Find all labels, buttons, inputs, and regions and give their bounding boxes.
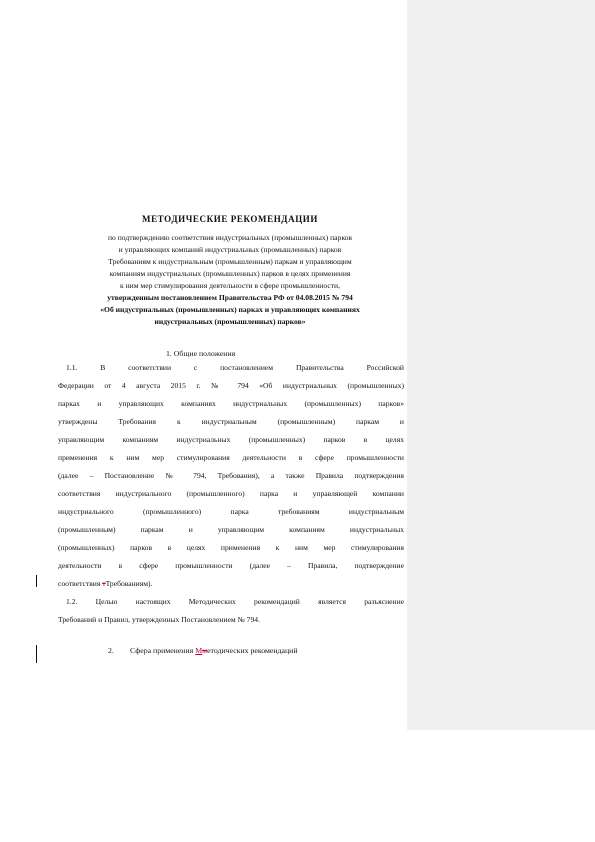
section-number: 2.: [108, 646, 114, 655]
tracked-insertion[interactable]: М: [195, 646, 203, 655]
paragraph-1-1[interactable]: [58, 359, 404, 593]
paragraph-line: Федерации от 4 августа 2015 г. № 794 «Об индустриальных (промышленных): [58, 381, 404, 390]
paragraph-line: [58, 575, 404, 593]
paragraph-line: (промышленным) паркам и управляющим компаниям индустриальных: [58, 525, 404, 534]
document-title: МЕТОДИЧЕСКИЕ РЕКОМЕНДАЦИИ: [141, 214, 318, 224]
subtitle-line: «Об индустриальных (промышленных) парках и управляющих компаниях: [100, 305, 360, 314]
paragraph-line: парках и управляющих компаниях индустриальных (промышленных) парков»: [58, 399, 404, 408]
paragraph-line: 1.1. В соответствии с постановлением Правительства Российской: [66, 363, 404, 372]
paragraph-line: деятельности в сфере промышленности (далее – Правила, подтверждение: [58, 561, 404, 570]
subtitle-line: по подтверждению соответствия индустриальных (промышленных) парков: [107, 233, 352, 242]
heading-text: етодических рекомендаций: [207, 646, 298, 655]
paragraph-line: (промышленных) парков в целях применения к ним мер стимулирования: [58, 543, 404, 552]
paragraph-text: Требованиям).: [105, 579, 153, 588]
subtitle-line: и управляющих компаний индустриальных (промышленных) парков: [118, 245, 342, 254]
tracked-deletion[interactable]: м: [202, 646, 208, 655]
comment-pane: [407, 0, 595, 730]
paragraph-line: утверждены Требования к индустриальным (промышленным) паркам и: [58, 417, 404, 426]
paragraph-line: применения к ним мер стимулирования деятельности в сфере промышленности: [58, 453, 404, 462]
paragraph-1-2[interactable]: [58, 593, 404, 629]
subtitle-line: индустриальных (промышленных) парков»: [154, 317, 306, 326]
paragraph-line: Требований и Правил, утвержденных Постановлением № 794.: [58, 615, 260, 624]
section-1-heading[interactable]: 1. Общие положения: [166, 349, 236, 358]
subtitle-line: к ним мер стимулирования деятельности в сфере промышленности,: [120, 281, 340, 290]
paragraph-line: (далее – Постановление № 794, Требования), а также Правила подтверждения: [58, 471, 404, 480]
tracked-deletion[interactable]: т: [102, 579, 106, 588]
document-subtitle: [40, 232, 420, 328]
subtitle-line: утвержденным постановлением Правительства РФ от 04.08.2015 № 794: [107, 293, 353, 302]
paragraph-line: соответствия индустриального (промышленного) парка и управляющей компании: [58, 489, 404, 498]
paragraph-text: соответствия: [58, 579, 103, 588]
change-bar: [36, 575, 37, 587]
paragraph-line: 1.2. Целью настоящих Методических рекомендаций является разъяснение: [66, 597, 404, 606]
heading-text: Сфера применения: [130, 646, 196, 655]
subtitle-line: компаниям индустриальных (промышленных) парков в целях применения: [109, 269, 351, 278]
paragraph-line: индустриального (промышленного) парка требованиям индустриальным: [58, 507, 404, 516]
change-bar: [36, 645, 37, 663]
paragraph-line: управляющим компаниям индустриальных (промышленных) парков в целях: [58, 435, 404, 444]
section-2-heading[interactable]: [108, 646, 298, 655]
subtitle-line: Требованиям к индустриальным (промышленным) паркам и управляющим: [108, 257, 352, 266]
